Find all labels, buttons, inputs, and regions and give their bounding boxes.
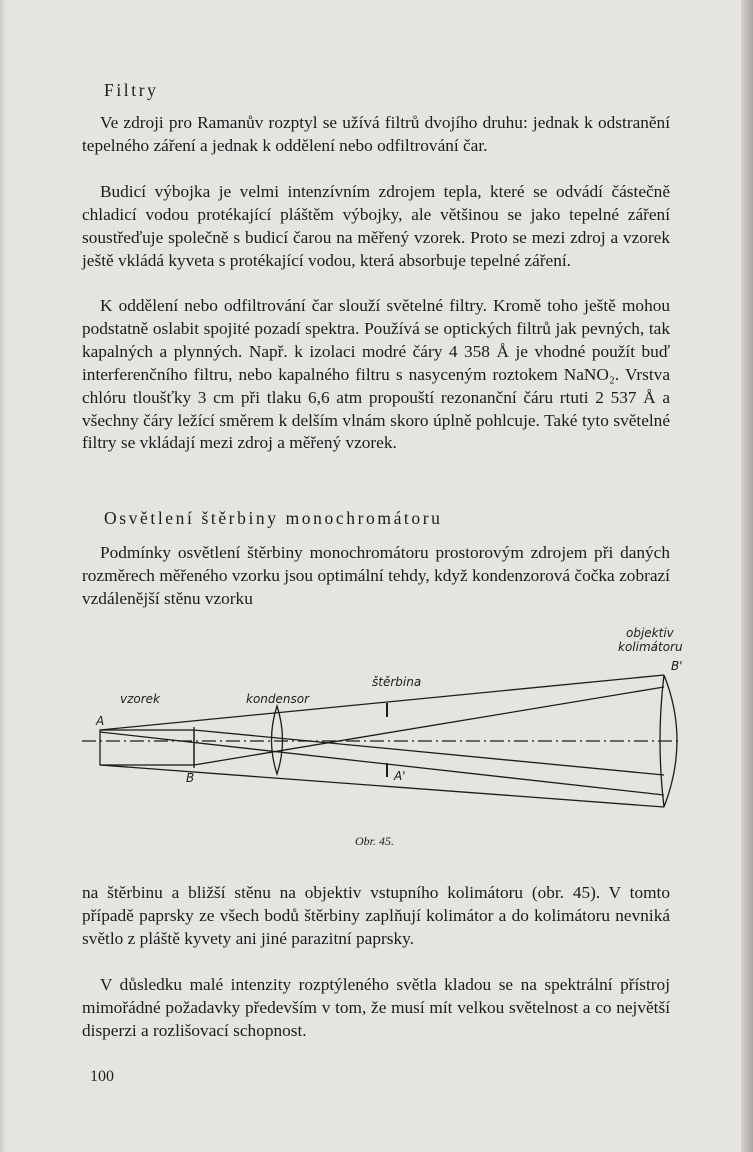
label-sample: vzorek (120, 692, 161, 706)
label-condenser: kondensor (246, 692, 310, 706)
paragraph-filters-2: Budicí výbojka je velmi intenzívním zdrojem tepla, které se odvádí částečně chladicí vodou protékající pláštěm výbojky, ale většinou se jako tepelné záření soustřeďuje společně s budicí čarou na měřený vzorek. Proto se mezi zdroj a vzorek ještě vkládá kyveta s protékající vodou, která absorbuje tepelné záření. (82, 182, 670, 270)
condenser-lens (272, 706, 283, 774)
paragraph-illumination-1: Podmínky osvětlení štěrbiny monochromátoru prostorovým zdrojem při daných rozměrech měřeného vzorku jsou optimální tehdy, když kondenzorová čočka zobrazí vzdálenější stěnu vzorku (82, 543, 670, 608)
page-edge-left (0, 0, 6, 1152)
heading-filtry: Filtry (104, 80, 159, 100)
paragraph-filters-3: K oddělení nebo odfiltrování čar slouží světelné filtry. Kromě toho ještě mohou podstatně oslabit spojité pozadí spektra. Používá se optických filtrů jak pevných, tak kapalných a plynných. Např. k izolaci modré čáry 4 358 Å je vhodné použít buď interferenčního filtru, nebo kapalného filtru s nasyceným roztokem NaNO₂. Vrstva chlóru tloušťky 3 cm při tlaku 6,6 atm propouští rezonanční čáru rtuti 2 537 Å a všechny čáry ležící směrem k delším vlnám skoro úplně pohlcuje. Také tyto světelné filtry se vkládají mezi zdroj a měřený vzorek. (82, 296, 670, 453)
heading-illumination: Osvětlení štěrbiny monochromátoru (104, 508, 443, 528)
page-number: 100 (90, 1068, 114, 1085)
label-objective-1: objektiv (626, 626, 674, 640)
label-b: B (186, 771, 195, 785)
paragraph-filters-1: Ve zdroji pro Ramanův rozptyl se užívá filtrů dvojího druhu: jednak k odstranění tepelného záření a jednak k oddělení nebo odfiltrování čar. (82, 113, 670, 155)
sample-cuvette (100, 730, 194, 765)
label-a-prime: A' (394, 769, 406, 783)
paragraph-illumination-3: V důsledku malé intenzity rozptýleného světla kladou se na spektrální přístroj mimořádné požadavky především v tom, že musí mít velkou světelnost a co největší disperzi a rozlišovací schopnost. (82, 975, 670, 1040)
label-objective-2: kolimátoru (618, 640, 683, 654)
figure-caption: Obr. 45. (355, 834, 395, 848)
label-b-prime: B' (671, 659, 683, 673)
label-a: A (96, 714, 105, 728)
paragraph-illumination-2: na štěrbinu a bližší stěnu na objektiv vstupního kolimátoru (obr. 45). V tomto případě paprsky ze všech bodů štěrbiny zaplňují kolimátor a do kolimátoru nevniká světlo z pláště kyvety ani jiné parazitní paprsky. (82, 883, 670, 948)
figure-45-diagram (78, 625, 683, 855)
label-slit: štěrbina (372, 675, 422, 689)
page-edge-right (741, 0, 753, 1152)
